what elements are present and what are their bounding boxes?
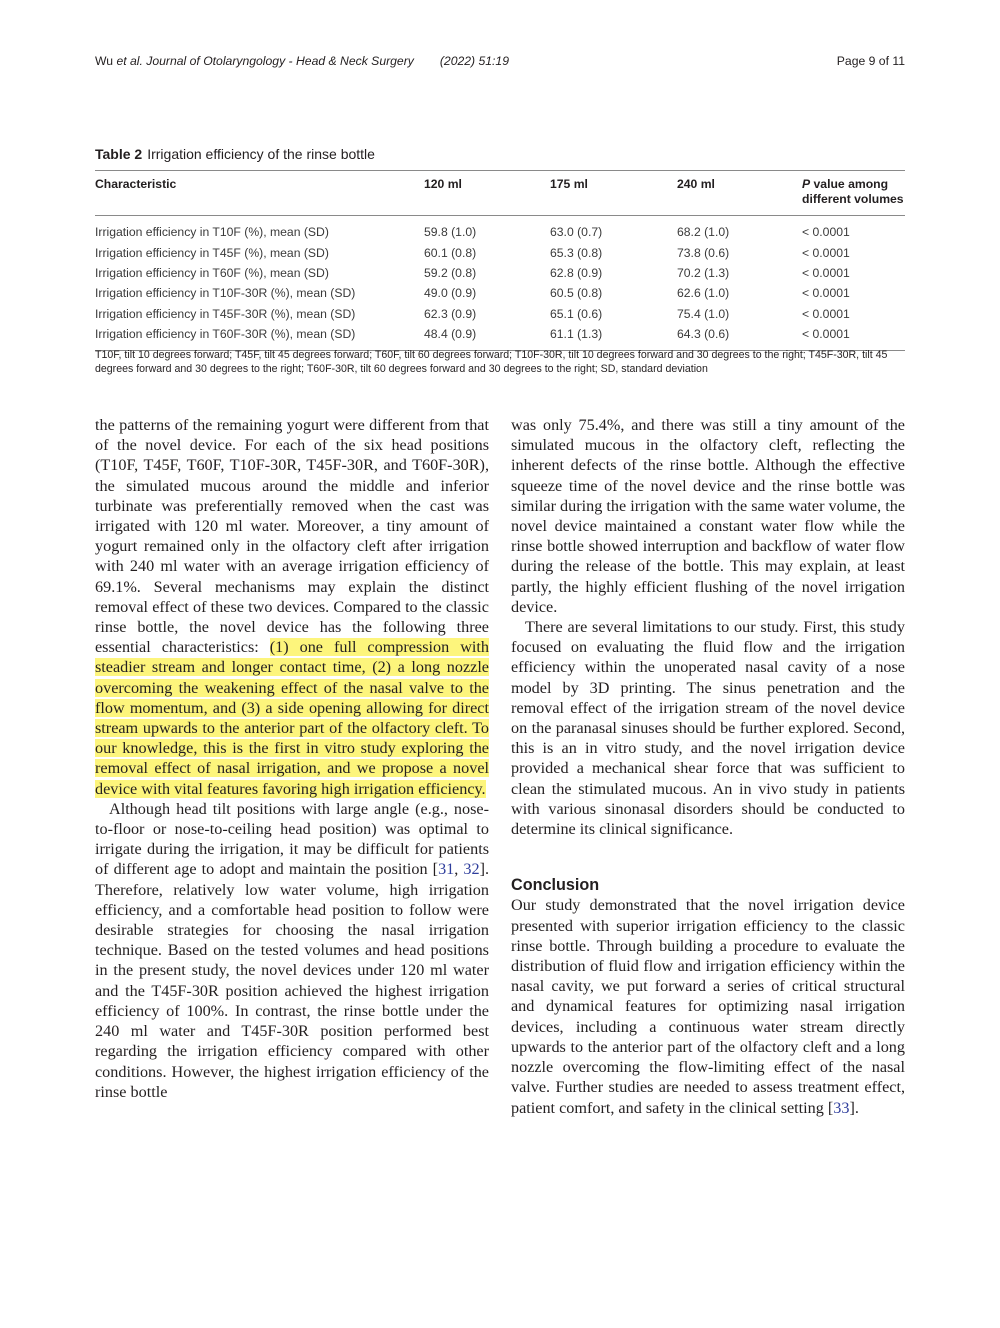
- table-cell: 60.5 (0.8): [550, 286, 603, 301]
- reference-link-33[interactable]: 33: [833, 1098, 850, 1117]
- table-cell: 62.3 (0.9): [424, 306, 477, 321]
- table-cell: 48.4 (0.9): [424, 324, 550, 351]
- left-text-column: [95, 415, 489, 1102]
- journal-citation: [95, 54, 509, 68]
- paragraph-text: ,: [454, 860, 464, 879]
- col-header-characteristic: Characteristic: [95, 171, 424, 216]
- table-cell: 75.4 (1.0): [677, 306, 730, 321]
- table-cell: < 0.0001: [802, 306, 850, 321]
- table-cell: 62.8 (0.9): [550, 265, 603, 280]
- table-cell: Irrigation efficiency in T10F (%), mean (SD): [95, 225, 329, 240]
- table-footnote: T10F, tilt 10 degrees forward; T45F, tilt 45 degrees forward; T60F, tilt 60 degrees forward; T10F-30R, tilt 10 degrees forward and 30 degrees to the right; T45F-30R, tilt 45 degrees forward and 30 degrees to the right; T60F-30R, tilt 60 degrees forward and 30 degrees to the right; SD, standard deviation: [95, 349, 888, 375]
- table-cell: < 0.0001: [802, 225, 850, 240]
- table-cell: 60.1 (0.8): [424, 245, 477, 260]
- table-cell: < 0.0001: [802, 245, 850, 260]
- table-cell: 61.1 (1.3): [550, 324, 677, 351]
- irrigation-efficiency-table: [95, 170, 905, 351]
- table-cell: 64.3 (0.6): [677, 324, 802, 351]
- paragraph-text: ].: [849, 1098, 859, 1117]
- table-cell: Irrigation efficiency in T60F (%), mean (SD): [95, 265, 329, 280]
- table-row: [95, 263, 905, 283]
- page-number: Page 9 of 11: [836, 54, 905, 68]
- table-cell: 65.3 (0.8): [550, 245, 603, 260]
- col-header-p-value: [802, 171, 905, 216]
- header-authors: Wu: [95, 54, 117, 68]
- paragraph: [511, 895, 905, 1117]
- table-caption: [95, 146, 375, 162]
- table-row: [95, 324, 905, 351]
- col-header-240ml: 240 ml: [677, 171, 802, 216]
- paragraph: [95, 415, 489, 799]
- table-cell: 59.2 (0.8): [424, 265, 477, 280]
- table-cell: 59.8 (1.0): [424, 225, 477, 240]
- table-row: [95, 242, 905, 262]
- paragraph: [95, 799, 489, 1102]
- table-cell: 63.0 (0.7): [550, 225, 603, 240]
- reference-link-32[interactable]: 32: [463, 860, 480, 879]
- table-row: [95, 216, 905, 243]
- table-label: Table 2: [95, 146, 143, 162]
- right-text-column: [511, 415, 905, 1118]
- header-journal: Journal of Otolaryngology - Head & Neck Surgery: [146, 54, 414, 68]
- p-rest: value among different volumes: [802, 177, 904, 206]
- table-cell: 62.6 (1.0): [677, 286, 730, 301]
- col-header-175ml: 175 ml: [550, 171, 677, 216]
- table-cell: 73.8 (0.6): [677, 245, 730, 260]
- running-header: [95, 54, 905, 70]
- paragraph-text: ]. Therefore, relatively low water volume, high irrigation efficiency, and a comfortable head position to follow were desirable strategies for choosing the nasal irrigation technique. Based on the tested volumes and head positions in the present study, the novel devices under 120 ml water and the T45F-30R position achieved the highest irrigation efficiency of 100%. In contrast, the rinse bottle under the 240 ml water and T45F-30R position performed best regarding the irrigation efficiency compared with other conditions. However, the highest irrigation efficiency of the rinse bottle: [95, 860, 490, 1101]
- table-title: Irrigation efficiency of the rinse bottle: [147, 146, 375, 162]
- col-header-120ml: 120 ml: [424, 171, 550, 216]
- table-cell: 65.1 (0.6): [550, 306, 603, 321]
- header-etal: et al.: [116, 54, 143, 68]
- table-header-row: [95, 171, 905, 216]
- p-italic: P: [802, 177, 811, 191]
- header-citation: (2022) 51:19: [439, 54, 509, 68]
- table-cell: 49.0 (0.9): [424, 286, 477, 301]
- table-cell: < 0.0001: [802, 324, 905, 351]
- highlighted-text: (1) one full compression with steadier stream and longer contact time, (2) a long nozzle overcoming the weakening effect of the nasal valve to the flow momentum, and (3) a side opening allowing for direct stream upwards to the anterior part of the olfactory cleft. To our knowledge, this is the first in vitro study exploring the removal effect of nasal irrigation, and we propose a novel device with vital features favoring high irrigation efficiency.: [95, 638, 489, 798]
- reference-link-31[interactable]: 31: [438, 860, 455, 879]
- table-cell: 68.2 (1.0): [677, 225, 730, 240]
- paragraph-text: Our study demonstrated that the novel irrigation device presented with superior irrigation efficiency to the classic rinse bottle. Through building a procedure to evaluate the distribution of fluid flow and irrigation efficiency within the nasal cavity, we put forward a series of critical structural and dynamical features for optimizing nasal irrigation devices, including a continuous water stream directly upwards to the anterior part of the olfactory cleft and a long nozzle overcoming the flow-limiting effect of the nasal valve. Further studies are needed to assess treatment effect, patient comfort, and safety in the clinical setting [: [511, 896, 905, 1117]
- table-cell: 70.2 (1.3): [677, 265, 730, 280]
- section-heading-conclusion: Conclusion: [511, 876, 600, 895]
- table-cell: < 0.0001: [802, 265, 850, 280]
- paragraph-text: Although head tilt positions with large angle (e.g., nose-to-floor or nose-to-ceiling head position) was optimal to irrigate during the irrigation, it may be difficult for patients of different age to adopt and maintain the position [: [95, 799, 489, 879]
- table-row: [95, 304, 905, 324]
- paragraph: There are several limitations to our study. First, this study focused on evaluating the fluid flow and the irrigation efficiency within the unoperated nasal cavity of a nose model by 3D printing. The sinus penetration and the removal effect of the irrigation stream of the novel device on the paranasal sinuses should be further explored. Second, this is an in vitro study, and the novel irrigation device provided a mechanical shear force that was sufficient to clean the stimulated mucous. An in vivo study in patients with various sinonasal disorders should be conducted to determine its clinical significance.: [511, 618, 905, 839]
- table-row: [95, 283, 905, 303]
- table-cell: Irrigation efficiency in T45F-30R (%), mean (SD): [95, 306, 356, 321]
- table-cell: Irrigation efficiency in T45F (%), mean (SD): [95, 245, 329, 260]
- table-cell: < 0.0001: [802, 286, 850, 301]
- paragraph: was only 75.4%, and there was still a tiny amount of the simulated mucous in the olfactory cleft, reflecting the inherent defects of the rinse bottle. Although the effective squeeze time of the novel device and the rinse bottle was similar during the irrigation with the same water volume, the novel device maintained a constant water flow while the rinse bottle showed interruption and backflow of water flow during the release of the bottle. This may explain, at least partly, the highly efficient flushing of the novel irrigation device.: [511, 416, 905, 616]
- table-cell: Irrigation efficiency in T10F-30R (%), mean (SD): [95, 286, 356, 301]
- paragraph-text: the patterns of the remaining yogurt were different from that of the novel device. For each of the six head positions (T10F, T45F, T60F, T10F-30R, T45F-30R, and T60F-30R), the simulated mucous around the middle and inferior turbinate was preferentially removed when the cast was irrigated with 120 ml water. Moreover, a tiny amount of yogurt remained only in the olfactory cleft after irrigation with 240 ml water with an average irrigation efficiency of 69.1%. Several mechanisms may explain the distinct removal effect of these two devices. Compared to the classic rinse bottle, the novel device has the following three essential characteristics:: [95, 416, 489, 657]
- table-cell: Irrigation efficiency in T60F-30R (%), mean (SD): [95, 324, 424, 351]
